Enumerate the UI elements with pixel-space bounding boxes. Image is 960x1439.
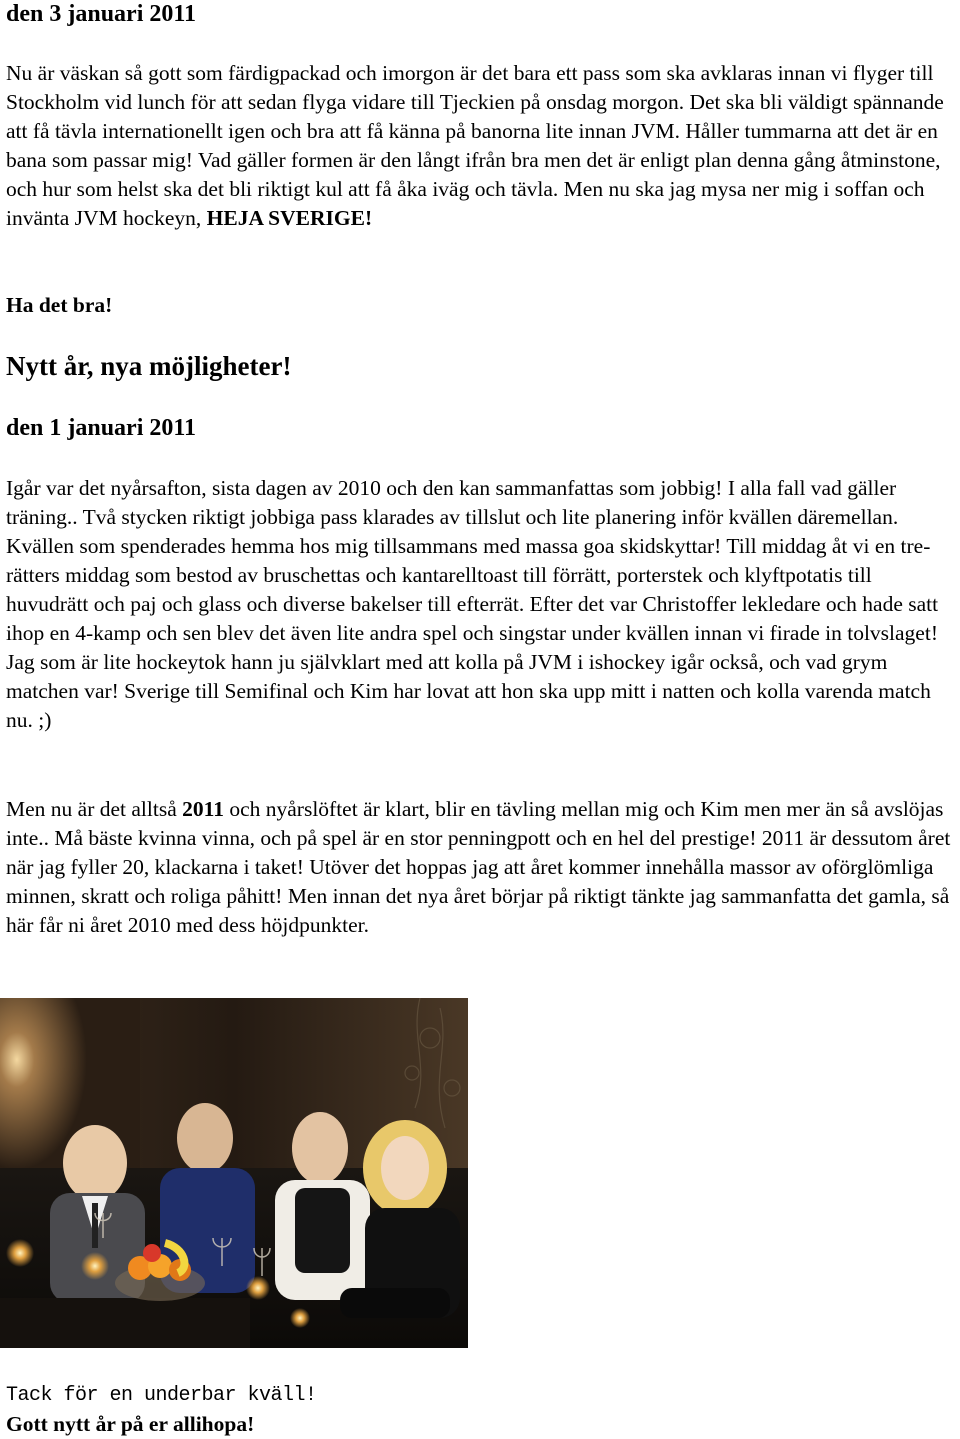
post-date-text: den 3 januari 2011: [6, 1, 197, 27]
post-body-text: Nu är väskan så gott som färdigpackad och imorgon är det bara ett pass som ska avklaras innan vi flyger till Stockholm vid lunch för att sedan flyga vidare till Tjeckien på onsdag morgon. Det ska bli väldigt spännande att få tävla internationellt igen och bra att få känna på banorna lite innan JVM. Håller tummarna att det är en bana som passar mig! Vad gäller formen är den långt ifrån bra men det är enligt plan denna gång åtminstone, och hur som helst ska det bli riktigt kul att få åka iväg och tävla. Men nu ska jag mysa ner mig i soffan och invänta JVM hockeyn,: [6, 61, 944, 230]
post-title: [6, 350, 291, 382]
party-photo: [0, 998, 468, 1348]
post-body: [6, 474, 956, 735]
post-paragraph: Men nu är det alltså: [6, 797, 183, 821]
post-paragraph: Igår var det nyårsafton, sista dagen av 2010 och den kan sammanfattas som jobbig! I alla fall vad gäller träning.. Två stycken riktigt jobbiga pass klarades av tillslut och lite planering inför kvällen däremellan. Kvällen som spenderades hemma hos mig tillsammans med massa goa skidskyttar! Till middag åt vi en tre-rätters middag som bestod av bruschettas och kantarelltoast till förrätt, porterstek och klyftpotatis till huvudrätt och paj och glass och diverse bakelser till efterrät. Efter det var Christoffer lekledare och hade satt ihop en 4-kamp och sen blev det även lite andra spel och singstar under kvällen innan vi firade in tolvslaget! Jag som är lite hockeytok hann ju självklart med att kolla på JVM i ishockey igår också, och vad grym matchen var! Sverige till Semifinal och Kim har lovat att hon ska upp mitt i natten och kolla varenda match nu. ;): [6, 476, 939, 732]
post-body: [6, 795, 956, 940]
post-signoff: [6, 291, 112, 320]
post-date-text: den 1 januari 2011: [6, 415, 197, 441]
photo-caption: [6, 1381, 956, 1439]
post-signoff-text: Ha det bra!: [6, 293, 113, 317]
caption-line-2: Gott nytt år på er allihopa!: [6, 1412, 255, 1436]
post-date: [6, 414, 196, 442]
post-body: [6, 59, 956, 233]
caption-line-1: Tack för en underbar kväll!: [6, 1384, 317, 1407]
year-emphasis: 2011: [182, 797, 224, 821]
post-body-emphasis: HEJA SVERIGE!: [206, 206, 373, 230]
post-date: [6, 0, 196, 28]
post-paragraph: och nyårslöftet är klart, blir en tävling mellan mig och Kim men mer än så avslöjas inte.. Må bäste kvinna vinna, och på spel är en stor penningpott och en hel del prestige! 2011 är dessutom året när jag fyller 20, klackarna i taket! Utöver det hoppas jag att året kommer innehålla massor av oförglömliga minnen, skratt och roliga påhitt! Men innan det nya året börjar på riktigt tänkte jag sammanfatta det gamla, så här får ni året 2010 med dess höjdpunkter.: [6, 797, 951, 937]
post-title-text: Nytt år, nya möjligheter!: [6, 351, 292, 381]
